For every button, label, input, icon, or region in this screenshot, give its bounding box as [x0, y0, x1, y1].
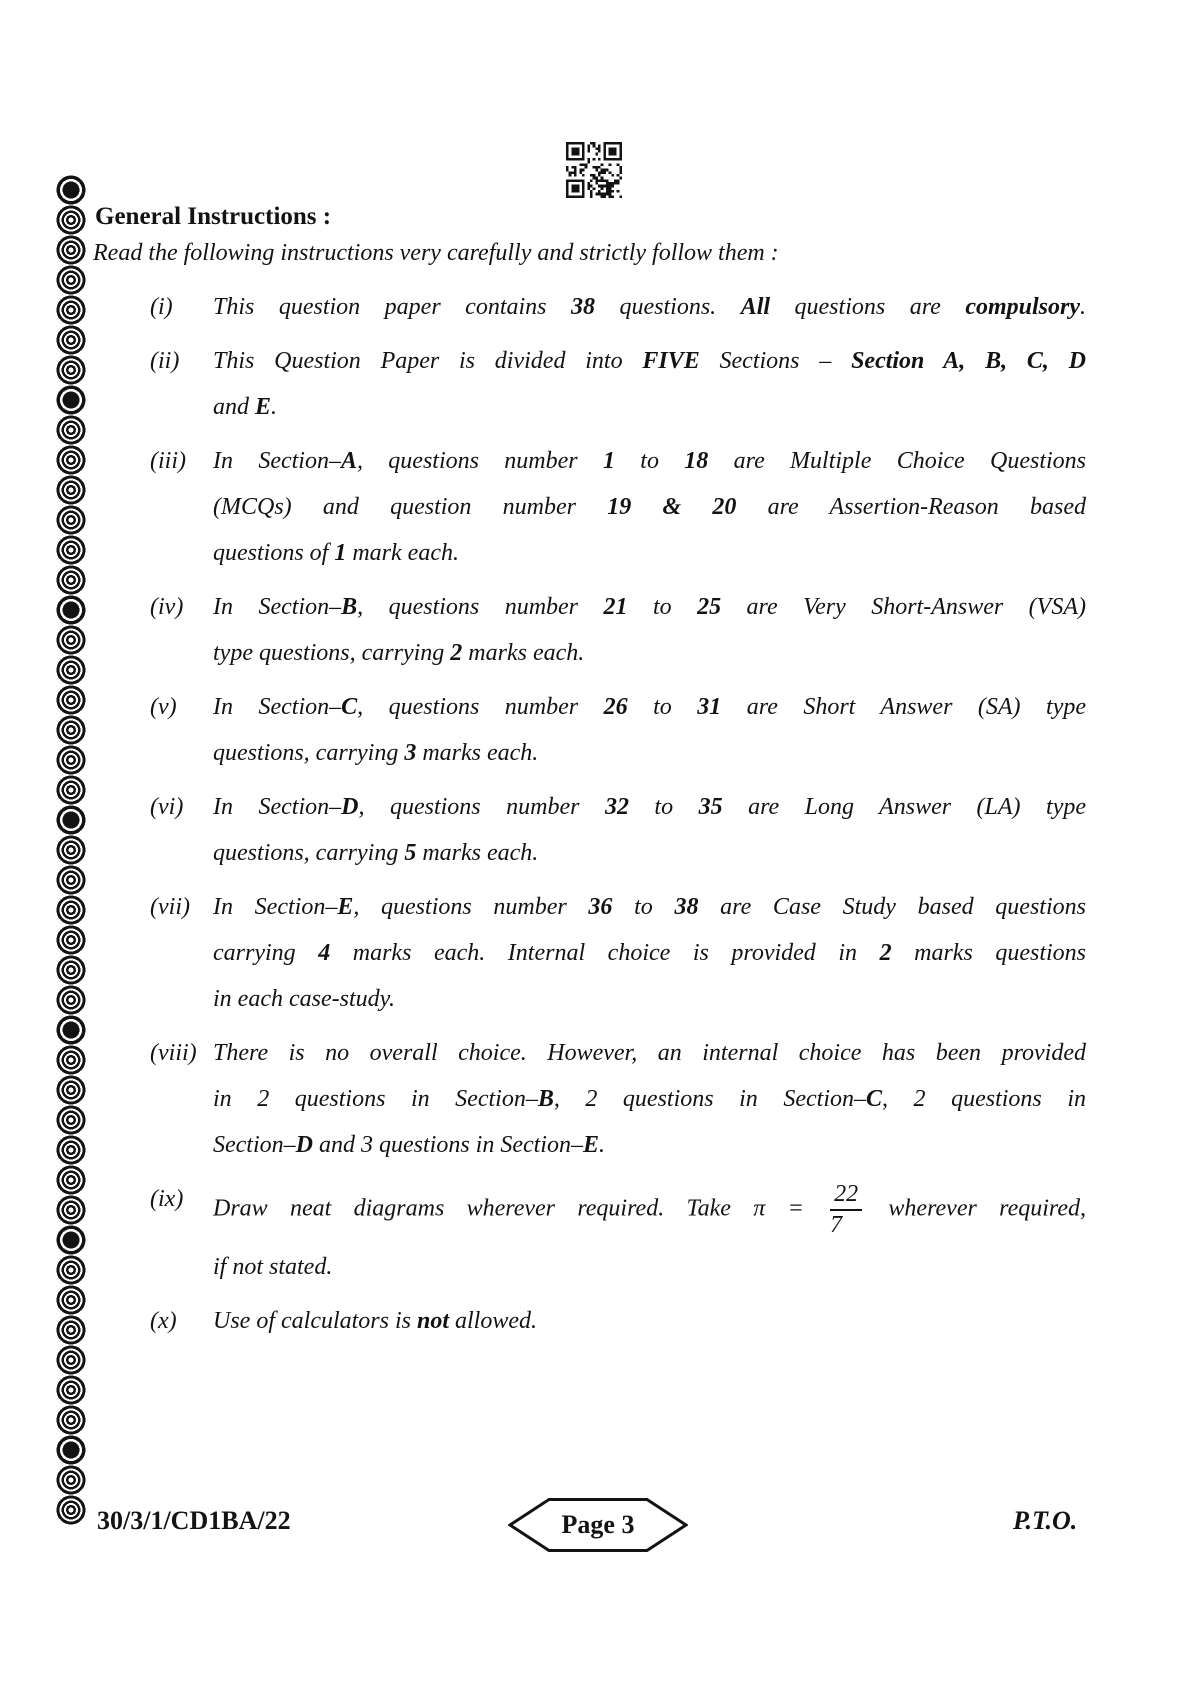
- binding-hole: [56, 1225, 86, 1255]
- instruction-item: [150, 684, 1086, 776]
- instruction-line: questions of 1 mark each.: [213, 540, 459, 566]
- instruction-label: (i): [150, 294, 173, 320]
- instruction-label: (v): [150, 694, 177, 720]
- instructions-intro: Read the following instructions very carefully and strictly follow them :: [93, 240, 779, 266]
- instruction-line: if not stated.: [213, 1254, 333, 1281]
- instruction-label: (vi): [150, 794, 184, 820]
- binding-hole: [56, 715, 86, 745]
- binding-hole: [56, 265, 86, 295]
- instruction-line: type questions, carrying 2 marks each.: [213, 640, 585, 666]
- instruction-line: in each case-study.: [213, 986, 395, 1012]
- binding-hole: [56, 235, 86, 265]
- instruction-item: [150, 884, 1086, 1022]
- instruction-item: [150, 1176, 1086, 1290]
- binding-hole: [56, 535, 86, 565]
- binding-hole: [56, 325, 86, 355]
- binding-hole: [56, 565, 86, 595]
- instruction-item: [150, 1298, 1086, 1344]
- instruction-label: (iii): [150, 448, 186, 474]
- binding-holes: [56, 175, 86, 1535]
- instruction-line: This Question Paper is divided into FIVE Sections – Section A, B, C, D: [213, 348, 1086, 374]
- binding-hole: [56, 925, 86, 955]
- binding-hole: [56, 865, 86, 895]
- binding-hole: [56, 1375, 86, 1405]
- binding-hole: [56, 475, 86, 505]
- binding-hole: [56, 1465, 86, 1495]
- instruction-label: (ii): [150, 348, 180, 374]
- binding-hole: [56, 355, 86, 385]
- paper-code: 30/3/1/CD1BA/22: [97, 1506, 291, 1535]
- binding-hole: [56, 595, 86, 625]
- binding-hole: [56, 1195, 86, 1225]
- binding-hole: [56, 625, 86, 655]
- instruction-item: [150, 338, 1086, 430]
- binding-hole: [56, 445, 86, 475]
- instruction-line: In Section–D, questions number 32 to 35 are Long Answer (LA) type: [213, 794, 1087, 820]
- binding-hole: [56, 655, 86, 685]
- instruction-line: This question paper contains 38 questions. All questions are compulsory.: [213, 294, 1086, 320]
- binding-hole: [56, 1405, 86, 1435]
- instruction-item: [150, 438, 1086, 576]
- instruction-line: In Section–A, questions number 1 to 18 are Multiple Choice Questions: [213, 448, 1087, 474]
- general-instructions-heading: General Instructions :: [95, 203, 332, 230]
- qr-code-icon: [566, 142, 622, 198]
- instruction-line: In Section–C, questions number 26 to 31 are Short Answer (SA) type: [213, 694, 1087, 720]
- page-badge-label: Page 3: [561, 1510, 635, 1539]
- binding-hole: [56, 1105, 86, 1135]
- binding-hole: [56, 1435, 86, 1465]
- binding-hole: [56, 1345, 86, 1375]
- binding-hole: [56, 685, 86, 715]
- binding-hole: [56, 985, 86, 1015]
- instruction-line: questions, carrying 3 marks each.: [213, 740, 539, 766]
- binding-hole: [56, 1165, 86, 1195]
- binding-hole: [56, 1015, 86, 1045]
- binding-hole: [56, 745, 86, 775]
- instruction-item: [150, 584, 1086, 676]
- instruction-line: (MCQs) and question number 19 & 20 are Assertion-Reason based: [213, 494, 1086, 520]
- binding-hole: [56, 775, 86, 805]
- page-badge: [508, 1497, 688, 1553]
- instruction-line: carrying 4 marks each. Internal choice is provided in 2 marks questions: [213, 940, 1086, 966]
- binding-hole: [56, 205, 86, 235]
- instruction-item: [150, 1030, 1086, 1168]
- binding-hole: [56, 1075, 86, 1105]
- binding-hole: [56, 1315, 86, 1345]
- binding-hole: [56, 955, 86, 985]
- pi-fraction: $\frac{22}{7}$: [828, 1182, 864, 1238]
- instruction-line: Section–D and 3 questions in Section–E.: [213, 1132, 605, 1158]
- instruction-line: in 2 questions in Section–B, 2 questions in Section–C, 2 questions in: [213, 1086, 1086, 1112]
- instruction-label: (viii): [150, 1040, 197, 1066]
- instruction-line: and E.: [213, 394, 278, 420]
- instruction-label: (iv): [150, 594, 184, 620]
- instruction-line: Draw neat diagrams wherever required. Take π = $\frac{22}{7}$ wherever required,: [213, 1181, 1087, 1239]
- instruction-label: (ix): [150, 1186, 184, 1212]
- instruction-line: In Section–B, questions number 21 to 25 are Very Short-Answer (VSA): [213, 594, 1086, 620]
- binding-hole: [56, 805, 86, 835]
- instruction-item: [150, 784, 1086, 876]
- instruction-label: (vii): [150, 894, 190, 920]
- binding-hole: [56, 835, 86, 865]
- instructions-list: [150, 284, 1086, 1352]
- pto-label: P.T.O.: [1013, 1506, 1078, 1535]
- instruction-line: questions, carrying 5 marks each.: [213, 840, 539, 866]
- binding-hole: [56, 415, 86, 445]
- binding-hole: [56, 1255, 86, 1285]
- binding-hole: [56, 1135, 86, 1165]
- binding-hole: [56, 295, 86, 325]
- instruction-item: [150, 284, 1086, 330]
- instruction-label: (x): [150, 1308, 177, 1335]
- binding-hole: [56, 1495, 86, 1525]
- instruction-line: There is no overall choice. However, an internal choice has been provided: [213, 1040, 1086, 1066]
- binding-hole: [56, 175, 86, 205]
- instruction-line: Use of calculators is not allowed.: [213, 1308, 538, 1335]
- instruction-line: In Section–E, questions number 36 to 38 are Case Study based questions: [213, 894, 1086, 920]
- binding-hole: [56, 505, 86, 535]
- binding-hole: [56, 385, 86, 415]
- binding-hole: [56, 1045, 86, 1075]
- binding-hole: [56, 895, 86, 925]
- binding-hole: [56, 1285, 86, 1315]
